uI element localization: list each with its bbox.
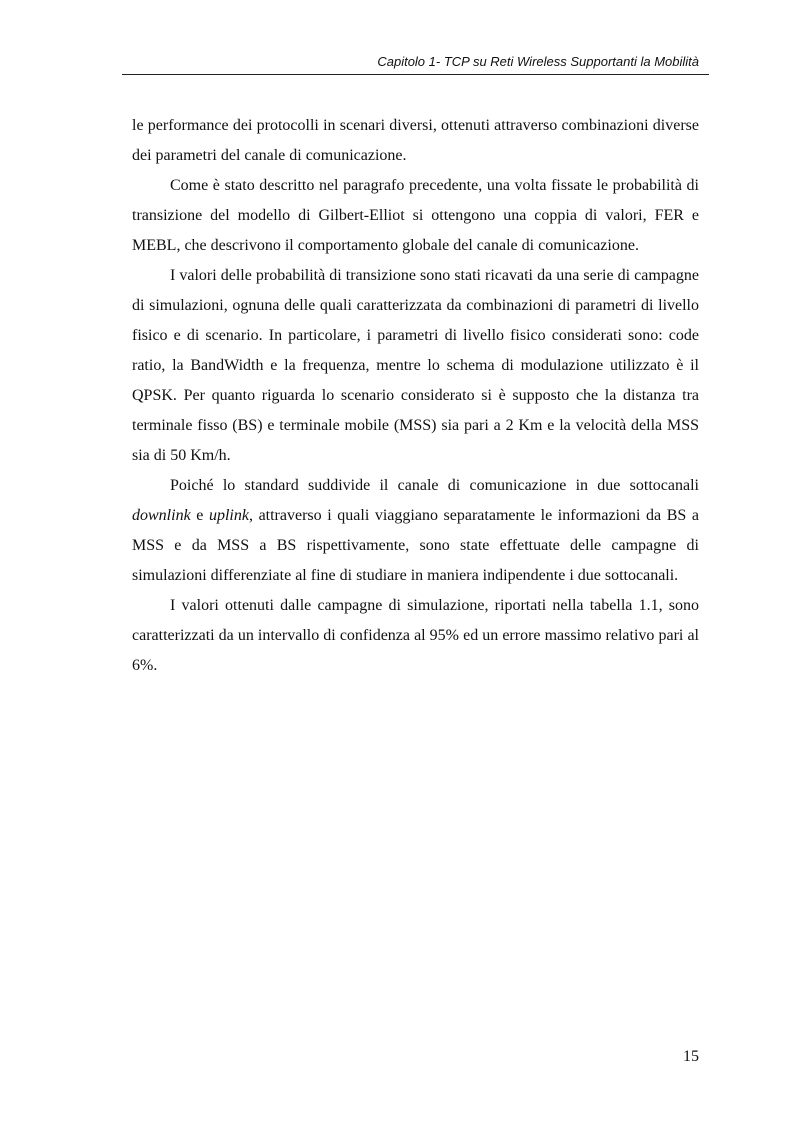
page-number: 15	[683, 1048, 699, 1065]
paragraph-4-text-after: , attraverso i quali viaggiano separatamente le informazioni da BS a MSS e da MSS a BS rispettivamente, sono state effettuate delle campagne di simulazioni differenziate al fine di studiare in maniera indipendente i due sottocanali.	[132, 507, 699, 584]
term-downlink: downlink	[132, 507, 191, 524]
paragraph-3: I valori delle probabilità di transizione sono stati ricavati da una serie di campagne di simulazioni, ognuna delle quali caratterizzata da combinazioni di parametri di livello fisico e di scenario. In particolare, i parametri di livello fisico considerati sono: code ratio, la BandWidth e la frequenza, mentre lo schema di modulazione utilizzato è il QPSK. Per quanto riguarda lo scenario considerato si è supposto che la distanza tra terminale fisso (BS) e terminale mobile (MSS) sia pari a 2 Km e la velocità della MSS sia di 50 Km/h.	[132, 267, 699, 464]
term-uplink: uplink	[208, 507, 249, 524]
body-text	[132, 111, 699, 681]
paragraph-4-text-before: Poiché lo standard suddivide il canale di comunicazione in due sottocanali	[170, 477, 699, 494]
paragraph-2: Come è stato descritto nel paragrafo precedente, una volta fissate le probabilità di transizione del modello di Gilbert-Elliot si ottengono una coppia di valori, FER e MEBL, che descrivono il comportamento globale del canale di comunicazione.	[132, 177, 699, 254]
paragraph-1: le performance dei protocolli in scenari diversi, ottenuti attraverso combinazioni diverse dei parametri del canale di comunicazione.	[132, 117, 699, 164]
running-header: Capitolo 1- TCP su Reti Wireless Supportanti la Mobilità	[377, 54, 699, 69]
paragraph-5: I valori ottenuti dalle campagne di simulazione, riportati nella tabella 1.1, sono caratterizzati da un intervallo di confidenza al 95% ed un errore massimo relativo pari al 6%.	[132, 597, 699, 674]
paragraph-4	[132, 471, 699, 591]
paragraph-4-text-mid: e	[190, 507, 209, 524]
header-rule	[122, 74, 709, 75]
